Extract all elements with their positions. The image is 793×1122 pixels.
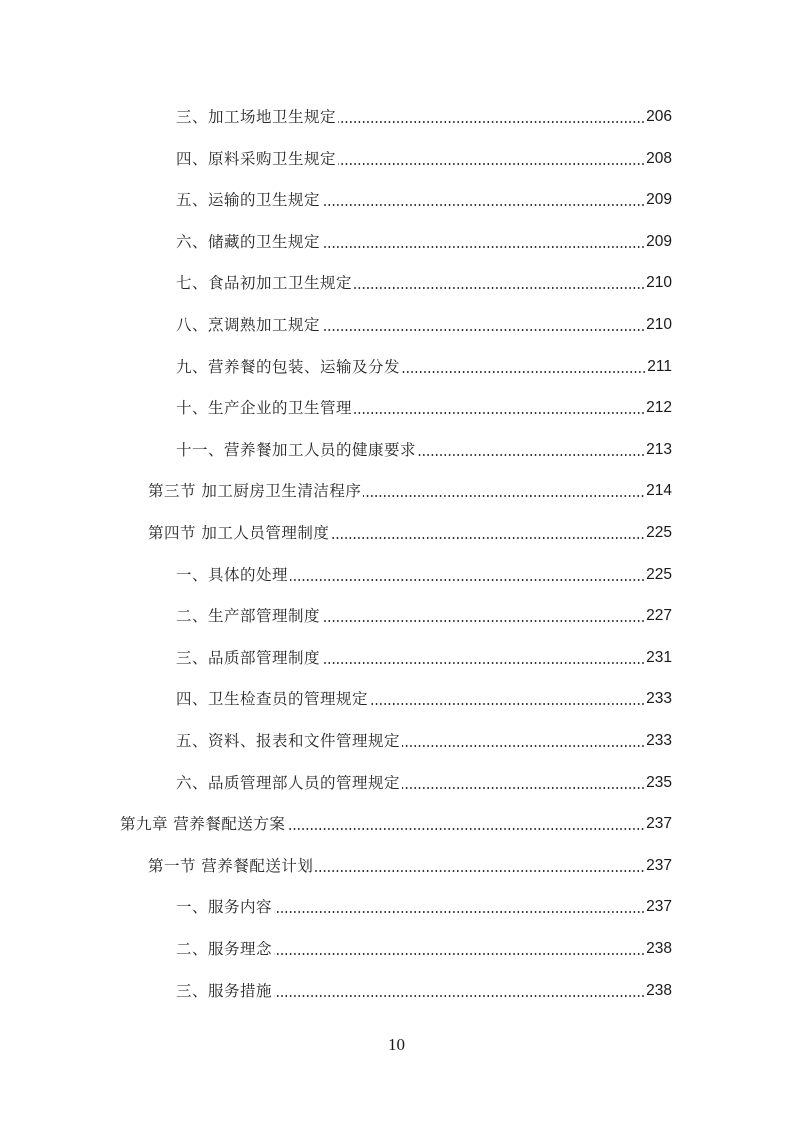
toc-entry[interactable]: [176, 312, 672, 338]
toc-entry-page: 213: [646, 440, 672, 458]
toc-entry-title: 二、服务理念: [176, 940, 273, 958]
toc-entry-title: 一、服务内容: [176, 898, 273, 917]
toc-entry-page: 212: [646, 399, 672, 417]
toc-entry-title: 七、食品初加工卫生规定: [176, 274, 353, 293]
dot-leader: [274, 911, 645, 913]
toc-entry-page: 235: [646, 773, 672, 791]
toc-entry[interactable]: [176, 437, 672, 463]
toc-entry[interactable]: [176, 104, 672, 130]
toc-entry-page: 238: [646, 981, 672, 999]
toc-entry-page: 214: [646, 482, 672, 500]
toc-entry-title: 第四节 加工人员管理制度: [148, 524, 330, 542]
toc-entry-page: 211: [647, 357, 672, 375]
dot-leader: [354, 412, 645, 414]
dot-leader: [322, 204, 645, 206]
dot-leader: [315, 870, 645, 872]
toc-entry-title: 四、卫生检查员的管理规定: [176, 690, 369, 709]
toc-entry[interactable]: [176, 728, 672, 754]
toc-entry-title: 三、服务措施: [176, 981, 273, 1000]
toc-entry-title: 二、生产部管理制度: [176, 607, 321, 626]
toc-entry[interactable]: [148, 478, 672, 504]
toc-entry-title: 五、运输的卫生规定: [176, 191, 321, 210]
dot-leader: [418, 454, 645, 456]
dot-leader: [370, 703, 645, 705]
toc-entry-page: 208: [646, 149, 672, 167]
dot-leader: [274, 995, 645, 997]
dot-leader: [338, 121, 645, 123]
dot-leader: [402, 371, 646, 373]
toc-entry-title: 八、烹调熟加工规定: [176, 316, 321, 334]
toc-entry[interactable]: [176, 936, 672, 962]
toc-entry-page: 237: [646, 898, 672, 916]
toc-entry-title: 十、生产企业的卫生管理: [176, 399, 353, 418]
dot-leader: [322, 329, 645, 331]
toc-entry-title: 三、加工场地卫生规定: [176, 108, 337, 126]
dot-leader: [290, 579, 645, 581]
toc-entry[interactable]: [176, 770, 672, 796]
toc-entry-page: 237: [646, 815, 672, 833]
toc-entry-page: 238: [646, 940, 672, 957]
dot-leader: [322, 246, 645, 248]
toc-entry[interactable]: [176, 562, 672, 588]
toc-entry-page: 210: [646, 274, 672, 292]
toc-entry-page: 210: [646, 316, 672, 333]
toc-entry-title: 三、品质部管理制度: [176, 648, 321, 667]
dot-leader: [331, 537, 645, 539]
dot-leader: [354, 287, 645, 289]
toc-entry-page: 233: [646, 732, 672, 749]
toc-entry-title: 四、原料采购卫生规定: [176, 149, 337, 168]
toc-entry-page: 233: [646, 690, 672, 708]
toc-entry-page: 209: [646, 232, 672, 250]
toc-entry[interactable]: [176, 354, 672, 380]
dot-leader: [338, 163, 645, 165]
toc-entry[interactable]: [176, 978, 672, 1004]
toc-entry-page: 225: [646, 565, 672, 583]
toc-entry-title: 第一节 营养餐配送计划: [148, 856, 314, 875]
toc-entry-title: 六、储藏的卫生规定: [176, 232, 321, 251]
toc-entry[interactable]: [176, 603, 672, 629]
toc-entry[interactable]: [148, 853, 672, 879]
toc-entry[interactable]: [176, 395, 672, 421]
toc-entry-page: 206: [646, 108, 672, 125]
dot-leader: [322, 662, 645, 664]
toc-entry-title: 六、品质管理部人员的管理规定: [176, 773, 401, 792]
toc-entry-title: 五、资料、报表和文件管理规定: [176, 732, 401, 750]
toc-entry-page: 209: [646, 191, 672, 209]
toc-entry[interactable]: [176, 146, 672, 172]
toc-entry-page: 237: [646, 856, 672, 874]
toc-entry-page: 225: [646, 524, 672, 541]
toc-entry[interactable]: [120, 811, 672, 837]
toc-entry-title: 第九章 营养餐配送方案: [120, 815, 286, 834]
dot-leader: [274, 953, 645, 955]
dot-leader: [287, 828, 645, 830]
toc-entry-title: 一、具体的处理: [176, 565, 289, 584]
page-number: 10: [388, 1035, 405, 1054]
toc-entry-title: 十一、营养餐加工人员的健康要求: [176, 440, 417, 459]
toc-entry[interactable]: [176, 270, 672, 296]
dot-leader: [402, 745, 645, 747]
dot-leader: [402, 787, 645, 789]
toc-entry[interactable]: [176, 229, 672, 255]
dot-leader: [363, 495, 645, 497]
toc-entry[interactable]: [176, 894, 672, 920]
toc-entry[interactable]: [176, 187, 672, 213]
toc-entry[interactable]: [176, 645, 672, 671]
toc-entry-page: 227: [646, 607, 672, 625]
dot-leader: [322, 620, 645, 622]
toc-entry[interactable]: [176, 686, 672, 712]
toc-entry-title: 第三节 加工厨房卫生清洁程序: [148, 482, 362, 501]
toc-entry[interactable]: [148, 520, 672, 546]
toc-entry-page: 231: [646, 648, 672, 666]
toc-entry-title: 九、营养餐的包装、运输及分发: [176, 357, 401, 376]
